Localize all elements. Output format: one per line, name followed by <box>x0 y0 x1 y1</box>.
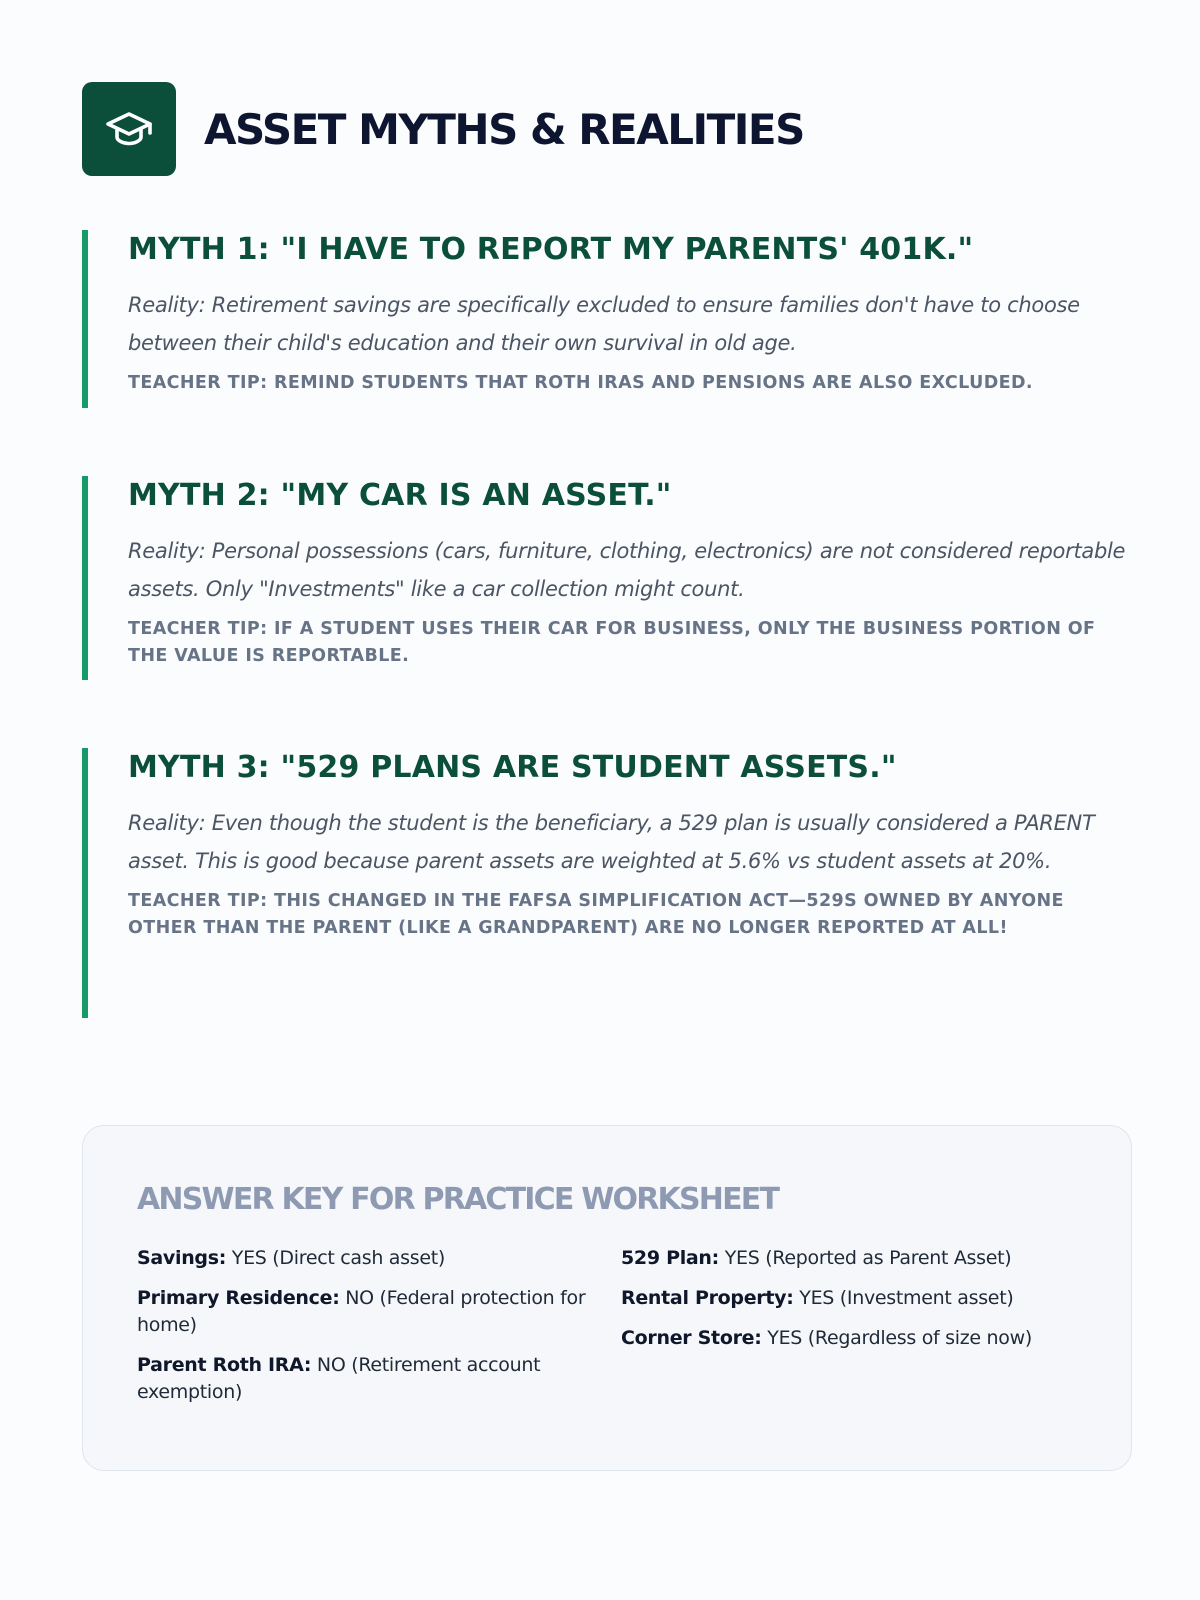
answer-label: Primary Residence: <box>137 1287 340 1309</box>
answer-column-left <box>137 1245 621 1419</box>
myth-card <box>82 230 1132 408</box>
answer-value: YES (Regardless of size now) <box>761 1327 1032 1349</box>
answer-item <box>137 1352 587 1406</box>
myth-card <box>82 748 1132 1018</box>
answer-item <box>621 1325 1105 1352</box>
myth-reality: Reality: Even though the student is the beneficiary, a 529 plan is usually considered a PARENT asset. This is good because parent assets are weighted at 5.6% vs student assets at 20%. <box>128 811 1095 873</box>
answer-value: YES (Investment asset) <box>793 1287 1014 1309</box>
myth-card <box>82 476 1132 680</box>
answer-key-box <box>82 1125 1132 1471</box>
page-header <box>82 82 804 176</box>
myth-title: MYTH 3: "529 PLANS ARE STUDENT ASSETS." <box>128 750 897 785</box>
answer-grid <box>137 1245 1077 1419</box>
answer-value: NO (Federal protection for home) <box>137 1287 586 1336</box>
answer-item <box>621 1285 1105 1312</box>
teacher-tip: TEACHER TIP: THIS CHANGED IN THE FAFSA SIMPLIFICATION ACT—529S OWNED BY ANYONE OTHER THAN THE PARENT (LIKE A GRANDPARENT) ARE NO LONGER REPORTED AT ALL! <box>128 891 1064 938</box>
answer-label: Parent Roth IRA: <box>137 1354 312 1376</box>
myth-reality: Reality: Personal possessions (cars, furniture, clothing, electronics) are not considered reportable assets. Only "Investments" like a car collection might count. <box>128 539 1126 601</box>
page-title: ASSET MYTHS & REALITIES <box>204 104 804 154</box>
answer-value: YES (Reported as Parent Asset) <box>718 1247 1012 1269</box>
logo-badge <box>82 82 176 176</box>
answer-column-right <box>621 1245 1105 1419</box>
myth-reality: Reality: Retirement savings are specifically excluded to ensure families don't have to choose between their child's education and their own survival in old age. <box>128 293 1080 355</box>
answer-label: Corner Store: <box>621 1327 762 1349</box>
answer-key-title: ANSWER KEY FOR PRACTICE WORKSHEET <box>137 1182 779 1217</box>
graduation-cap-icon <box>102 102 156 156</box>
answer-label: Savings: <box>137 1247 227 1269</box>
answer-label: Rental Property: <box>621 1287 794 1309</box>
teacher-tip: TEACHER TIP: IF A STUDENT USES THEIR CAR FOR BUSINESS, ONLY THE BUSINESS PORTION OF THE VALUE IS REPORTABLE. <box>128 619 1096 666</box>
answer-item <box>137 1285 587 1339</box>
answer-value: NO (Retirement account exemption) <box>137 1354 541 1403</box>
answer-value: YES (Direct cash asset) <box>226 1247 446 1269</box>
answer-label: 529 Plan: <box>621 1247 719 1269</box>
answer-item <box>621 1245 1105 1272</box>
answer-item <box>137 1245 587 1272</box>
myth-title: MYTH 1: "I HAVE TO REPORT MY PARENTS' 401K." <box>128 232 974 267</box>
myth-title: MYTH 2: "MY CAR IS AN ASSET." <box>128 478 672 513</box>
teacher-tip: TEACHER TIP: REMIND STUDENTS THAT ROTH IRAS AND PENSIONS ARE ALSO EXCLUDED. <box>128 373 1033 393</box>
